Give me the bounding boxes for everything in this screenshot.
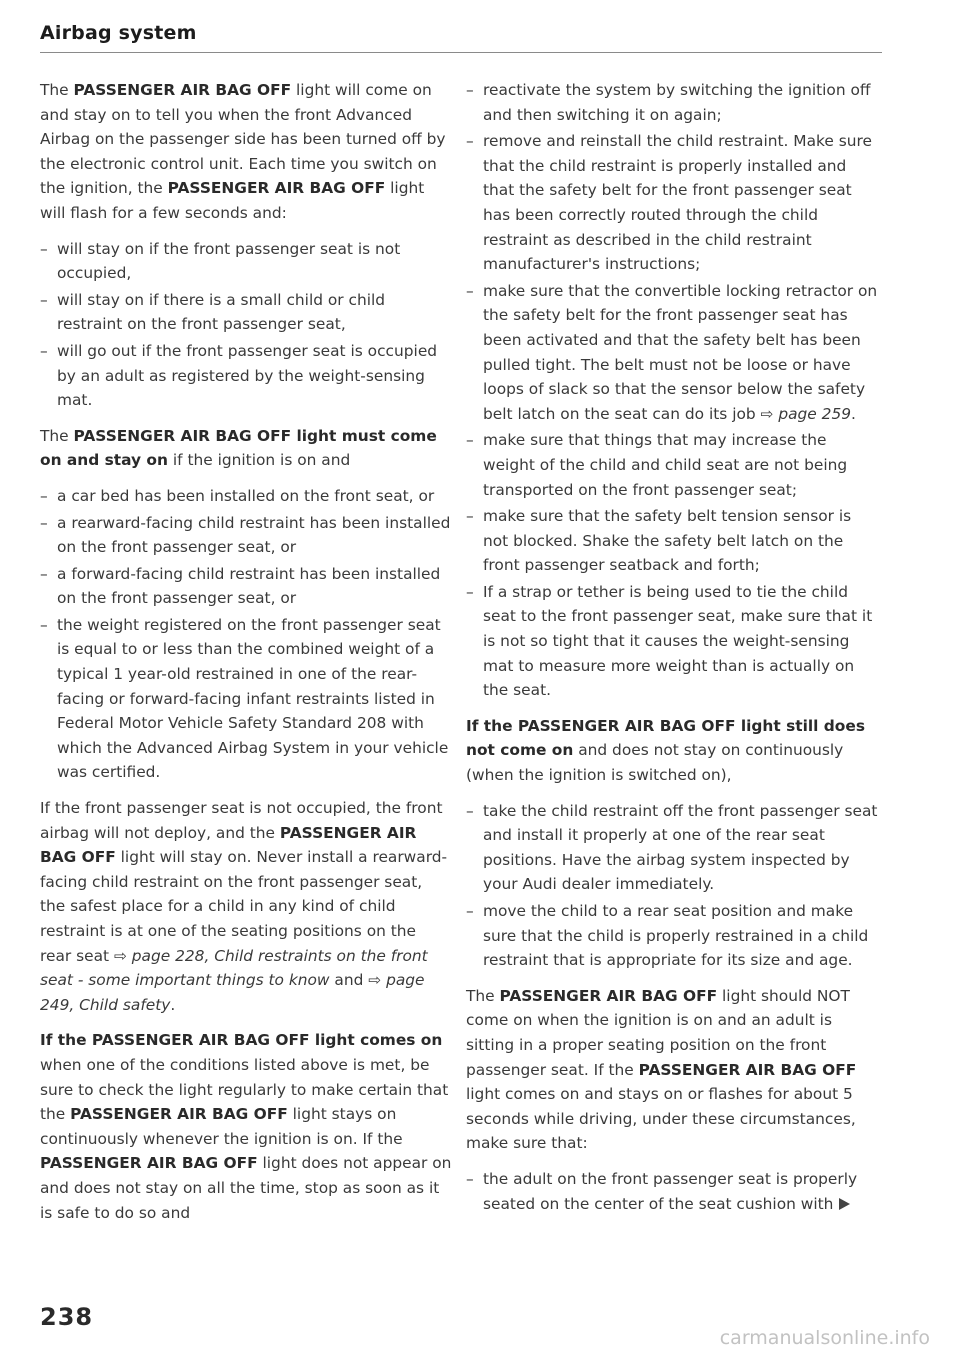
page-reference-link[interactable]: ⇨ page 249, Child safety: [40, 971, 425, 1014]
page-reference-link[interactable]: ⇨ page 228, Child restraints on the front seat - some important things to know: [40, 946, 428, 990]
adult-check-list: [466, 1167, 878, 1216]
adult-seated-paragraph: [466, 984, 878, 1156]
text: make sure that the convertible locking retractor on the safety belt for the front passenger seat has been activated and that the safety belt has been pulled tight. The belt must not be loose or have loops of slack so that the sensor below the safety belt latch on the seat can do its job: [483, 281, 878, 423]
flash-behavior-list: [40, 237, 452, 413]
text: light should NOT come on when the ignition is on and an adult is sitting in a proper seating position on the front passenger seat. If the: [466, 986, 850, 1079]
list-item: – remove and reinstall the child restraint. Make sure that the child restraint is properly installed and that the safety belt for the front passenger seat has been correctly routed through the child restraint as described in the child restraint manufacturer's instructions;: [466, 129, 878, 277]
list-item: – take the child restraint off the front passenger seat and install it properly at one of the rear seat positions. Have the airbag system inspected by your Audi dealer immediately.: [466, 799, 878, 897]
text: if the ignition is on and: [167, 451, 351, 470]
warning-light-name: PASSENGER AIR BAG OFF: [638, 1060, 857, 1079]
warning-light-name: PASSENGER AIR BAG OFF: [40, 1154, 258, 1173]
list-item: – move the child to a rear seat position and make sure that the child is properly restrained in a child restraint that is appropriate for its size and age.: [466, 899, 878, 973]
list-item: [466, 279, 878, 427]
text: light does not appear on and does not stay on all the time, stop as soon as it is safe to do so and: [40, 1154, 452, 1222]
list-item: – will stay on if the front passenger seat is not occupied,: [40, 237, 452, 286]
list-item: – make sure that the safety belt tension sensor is not blocked. Shake the safety belt latch on the front passenger seatback and forth;: [466, 504, 878, 578]
emphasis: PASSENGER AIR BAG OFF light must come on and stay on: [40, 426, 437, 470]
must-come-on-paragraph: [40, 424, 452, 473]
watermark: carmanualsonline.info: [719, 1327, 930, 1349]
page-number: 238: [40, 1303, 94, 1331]
text: .: [170, 995, 176, 1014]
text: the adult on the front passenger seat is properly seated on the center of the seat cushion with: [483, 1169, 858, 1213]
warning-light-name: PASSENGER AIR BAG OFF: [167, 179, 386, 198]
text: and does not stay on continuously (when the ignition is switched on),: [466, 741, 844, 785]
text: The: [466, 986, 500, 1005]
still-not-on-paragraph: [466, 714, 878, 788]
list-item: – the weight registered on the front passenger seat is equal to or less than the combined weight of a typical 1 year-old restrained in one of the rear-facing or forward-facing infant restraints listed in Federal Motor Vehicle Safety Standard 208 with which the Advanced Airbag System in your vehicle was certified.: [40, 613, 452, 785]
section-header: Airbag system: [40, 22, 197, 44]
text: If the front passenger seat is not occupied, the front airbag will not deploy, and the: [40, 799, 443, 842]
text: light stays on continuously whenever the ignition is on. If the: [40, 1105, 403, 1148]
list-item: – reactivate the system by switching the ignition off and then switching it on again;: [466, 78, 878, 127]
text: light comes on and stays on or flashes for about 5 seconds while driving, under these circumstances, make sure that:: [466, 1085, 856, 1153]
list-item: – If a strap or tether is being used to tie the child seat to the front passenger seat, make sure that it is not so tight that it causes the weight-sensing mat to measure more weight than is actually on the seat.: [466, 580, 878, 703]
text: .: [851, 404, 856, 423]
right-column: [466, 78, 878, 1227]
list-item: – will stay on if there is a small child or child restraint on the front passenger seat,: [40, 288, 452, 337]
text: The: [40, 81, 74, 99]
list-item: – a rearward-facing child restraint has been installed on the front passenger seat, or: [40, 511, 452, 560]
page-reference-link[interactable]: ⇨ page 259: [760, 404, 852, 423]
warning-light-name: PASSENGER AIR BAG OFF: [40, 823, 417, 867]
emphasis: If the PASSENGER AIR BAG OFF light comes on: [40, 1031, 443, 1050]
text: light will come on and stay on to tell you when the front Advanced Airbag on the passenger side has been turned off by the electronic control unit. Each time you switch on the ignition, the: [40, 81, 446, 198]
text: light will stay on. Never install a rearward-facing child restraint on the front passenger seat, the safest place for a child in any kind of child restraint is at one of the seating positions on the rear seat: [40, 848, 448, 965]
text: when one of the conditions listed above is met, be sure to check the light regularly to make certain that the: [40, 1055, 449, 1124]
warning-light-name: PASSENGER AIR BAG OFF: [70, 1105, 288, 1124]
child-relocation-list: [466, 799, 878, 973]
list-item: [466, 1167, 878, 1216]
text: and: [329, 971, 369, 990]
corrective-actions-list: [466, 78, 878, 703]
list-item: – make sure that things that may increase the weight of the child and child seat are not being transported on the front passenger seat;: [466, 428, 878, 502]
not-occupied-paragraph: [40, 796, 452, 1017]
left-column: [40, 78, 452, 1236]
list-item: – a car bed has been installed on the front seat, or: [40, 484, 452, 509]
text: The: [40, 426, 74, 445]
warning-light-name: PASSENGER AIR BAG OFF: [499, 986, 718, 1005]
intro-paragraph: [40, 78, 452, 226]
list-item: – will go out if the front passenger seat is occupied by an adult as registered by the weight-sensing mat.: [40, 339, 452, 413]
header-rule: [40, 52, 882, 53]
conditions-list: [40, 484, 452, 785]
emphasis: If the PASSENGER AIR BAG OFF light still does not come on: [466, 716, 865, 760]
light-comes-on-paragraph: [40, 1028, 452, 1225]
warning-light-name: PASSENGER AIR BAG OFF: [73, 81, 292, 99]
continue-arrow-icon: [839, 1198, 850, 1210]
list-item: – a forward-facing child restraint has been installed on the front passenger seat, or: [40, 562, 452, 611]
text: light will flash for a few seconds and:: [40, 179, 425, 222]
